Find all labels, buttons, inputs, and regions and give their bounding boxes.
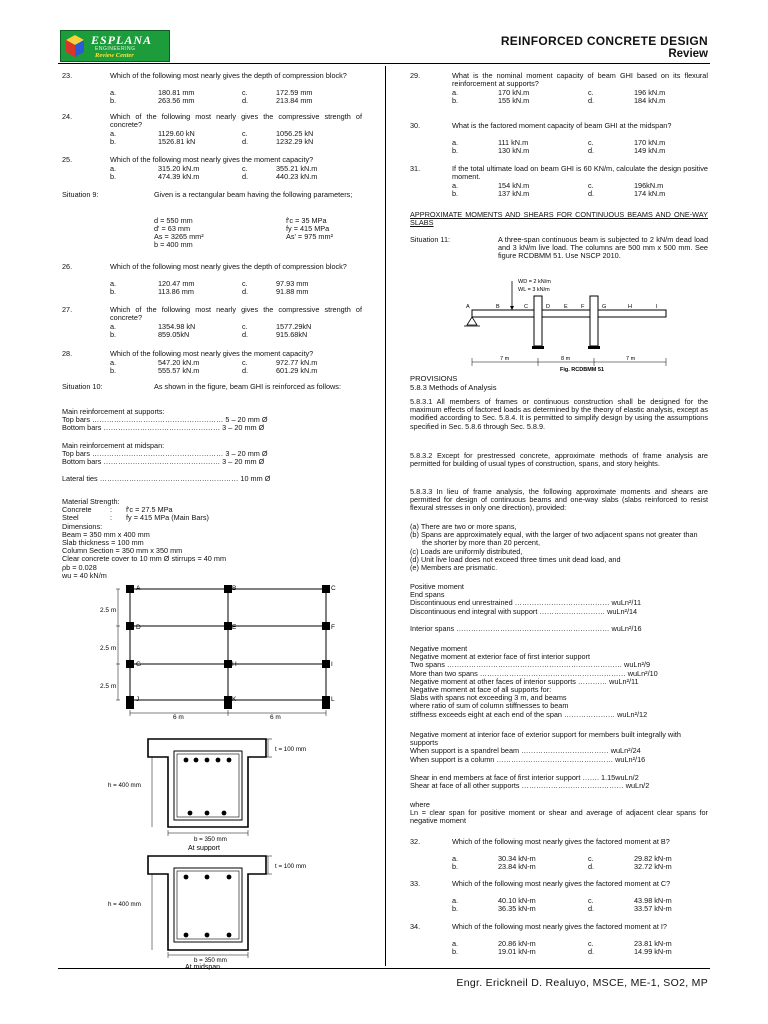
beam-node-G: G: [602, 304, 607, 310]
condition-e: (e) Members are prismatic.: [410, 563, 498, 573]
beam-node-A: A: [466, 304, 470, 310]
option-d-letter: d.: [588, 189, 595, 198]
option-d-letter: d.: [588, 947, 595, 956]
option-b-letter: b.: [110, 96, 117, 105]
option-c[interactable]: 355.21 kN.m: [276, 164, 318, 173]
option-d[interactable]: 32.72 kN-m: [634, 862, 672, 871]
option-d-letter: d.: [242, 287, 249, 296]
option-a[interactable]: 154 kN.m: [498, 181, 530, 190]
pm-discontinuous-unrestrained: Discontinuous end unrestrained ………………………………… wuLn²/11: [410, 598, 642, 608]
option-c-letter: c.: [242, 322, 248, 331]
beam-node-F: F: [581, 304, 585, 310]
beam-node-D: D: [546, 304, 550, 310]
option-d-letter: d.: [588, 904, 595, 913]
dim-6m-1: 6 m: [173, 714, 184, 721]
option-a[interactable]: 180.81 mm: [158, 88, 195, 97]
pm-interior-spans: Interior spans ……………………………………………………… wuLn²/16: [410, 623, 642, 633]
nm-slabs-condition: Slabs with spans not exceeding 3 m, and beams: [410, 693, 567, 703]
option-c-letter: c.: [588, 896, 594, 905]
option-c-letter: c.: [588, 181, 594, 190]
node-L: L: [331, 696, 335, 703]
question-number: 23.: [62, 71, 73, 80]
question-stem: Which of the following most nearly gives the depth of compression block?: [110, 262, 347, 271]
option-a-letter: a.: [110, 358, 117, 367]
where-definition: Ln = clear span for positive moment or shear and average of adjacent clear spans for negative moment: [410, 808, 708, 826]
option-b[interactable]: 23.84 kN-m: [498, 862, 536, 871]
node-K: K: [232, 696, 237, 703]
option-a-letter: a.: [452, 896, 459, 905]
option-a-letter: a.: [452, 138, 459, 147]
param-fy: fy = 415 MPa: [286, 224, 330, 233]
param-fc: f'c = 35 MPa: [286, 216, 327, 225]
dim-2-5m-3: 2.5 m: [100, 683, 117, 690]
option-c[interactable]: 29.82 kN-m: [634, 854, 672, 863]
negative-moment-title: Negative moment: [410, 644, 468, 653]
question-stem: If the total ultimate load on beam GHI is 60 KN/m, calculate the design positive moment.: [452, 164, 708, 182]
option-b-letter: b.: [452, 96, 459, 105]
option-d-letter: d.: [242, 330, 249, 339]
situation-label: Situation 11:: [410, 235, 451, 244]
column-dim: Column Section = 350 mm x 350 mm: [62, 546, 183, 556]
option-c[interactable]: 172.59 mm: [276, 88, 313, 97]
question-number: 32.: [410, 837, 421, 846]
option-c-letter: c.: [588, 138, 594, 147]
positive-moment-title: Positive moment: [410, 582, 464, 591]
steel-value: fy = 415 MPa (Main Bars): [126, 513, 209, 523]
option-b-letter: b.: [110, 330, 117, 339]
node-C: C: [331, 585, 336, 592]
situation-text: Given is a rectangular beam having the following parameters;: [154, 190, 353, 199]
question-stem: Which of the following most nearly gives the moment capacity?: [110, 349, 314, 358]
logo-tagline: Review Center: [95, 52, 134, 59]
midspan-title: Main reinforcement at midspan:: [62, 440, 165, 450]
nm-interior-face-title: Negative moment at interior face of exterior support for members built integrally with supports: [410, 730, 681, 748]
option-a-letter: a.: [452, 88, 459, 97]
question-stem: Which of the following most nearly gives the moment capacity?: [110, 155, 314, 164]
option-b[interactable]: 1526.81 kN: [158, 137, 196, 146]
option-b-letter: b.: [452, 904, 459, 913]
option-d-letter: d.: [588, 146, 595, 155]
option-d[interactable]: 14.99 kN-m: [634, 947, 672, 956]
option-b-letter: b.: [110, 287, 117, 296]
question-stem: Which of the following most nearly gives the factored moment at I?: [452, 922, 667, 931]
question-stem: What is the nominal moment capacity of beam GHI based on its flexural reinforcement at supports?: [452, 71, 708, 89]
param-d-prime: d' = 63 mm: [154, 224, 191, 233]
option-c[interactable]: 170 kN.m: [634, 138, 666, 147]
option-a[interactable]: 40.10 kN-m: [498, 896, 536, 905]
question-number: 29.: [410, 71, 421, 80]
option-a-letter: a.: [110, 129, 117, 138]
option-a-letter: a.: [110, 322, 117, 331]
logo-subtitle: ENGINEERING: [95, 46, 136, 52]
param-as: As = 3265 mm²: [154, 232, 204, 241]
provision-5-8-3-2: 5.8.3.2 Except for prestressed concrete, approximate methods of frame analysis are permitted for building of usual types of construction, spans, and story heights.: [410, 451, 708, 469]
question-number: 34.: [410, 922, 421, 931]
option-c[interactable]: 43.98 kN-m: [634, 896, 672, 905]
option-b-letter: b.: [110, 172, 117, 181]
option-c[interactable]: 23.81 kN-m: [634, 939, 672, 948]
logo-cube-icon: [64, 34, 86, 58]
option-a[interactable]: 20.86 kN-m: [498, 939, 536, 948]
option-d-letter: d.: [242, 137, 249, 146]
question-number: 30.: [410, 121, 421, 130]
option-d-letter: d.: [588, 96, 595, 105]
node-A: A: [136, 585, 141, 592]
span-1-label: 7 m: [500, 356, 510, 362]
interior-face-block: [410, 731, 708, 764]
question-stem: What is the factored moment capacity of beam GHI at the midspan?: [452, 121, 672, 130]
option-c[interactable]: 1577.29kN: [276, 322, 312, 331]
condition-b: (b) Spans are approximately equal, with the larger of two adjacent spans not greater than the shorter by more than 20 percent,: [410, 530, 698, 548]
option-c-letter: c.: [242, 129, 248, 138]
option-a-letter: a.: [110, 164, 117, 173]
beam-dim: Beam = 350 mm x 400 mm: [62, 529, 150, 539]
option-b[interactable]: 155 kN.m: [498, 96, 530, 105]
provision-conditions: [410, 523, 708, 572]
lateral-ties: Lateral ties ………………………………………………… 10 mm Ø: [62, 474, 271, 484]
option-b-letter: b.: [452, 947, 459, 956]
option-d-letter: d.: [242, 366, 249, 375]
node-E: E: [232, 624, 237, 631]
concrete-value: f'c = 27.5 MPa: [126, 505, 173, 515]
support-h-label: h = 400 mm: [108, 782, 141, 789]
beam-node-E: E: [564, 304, 568, 310]
option-c-letter: c.: [588, 88, 594, 97]
midspan-b-label: b = 350 mm: [194, 957, 227, 964]
nm-column-support: When support is a column ………………………………………… wuLn²/16: [410, 754, 646, 764]
option-b[interactable]: 137 kN.m: [498, 189, 530, 198]
option-d[interactable]: 601.29 kN.m: [276, 366, 318, 375]
midspan-caption: At midspan: [185, 964, 221, 970]
question-number: 33.: [410, 879, 421, 888]
provision-5-8-3-1: 5.8.3.1 All members of frames or continuous construction shall be designed for the maximum effects of factored loads as determined by the theory of elastic analysis, except as modified according to Sec. 5.8.4. It is permitted to simplify design by using the assumptions specified in Sec. 5.8.6 through Sec. 5.8.9.: [410, 397, 708, 431]
option-a[interactable]: 547.20 kN.m: [158, 358, 200, 367]
support-b-label: b = 350 mm: [194, 836, 227, 843]
nm-exterior-face-title: Negative moment at exterior face of first interior support: [410, 652, 591, 662]
dim-2-5m-1: 2.5 m: [100, 607, 117, 614]
logo-brand: ESPLANA: [91, 33, 153, 47]
option-b[interactable]: 113.86 mm: [158, 287, 194, 296]
shear-block: [410, 774, 708, 790]
dimensions-title: Dimensions:: [62, 521, 103, 531]
node-D: D: [136, 624, 141, 631]
option-d[interactable]: 440.23 kN.m: [276, 172, 318, 181]
frame-diagram: [88, 582, 348, 722]
question-stem: Which of the following most nearly gives the factored moment at B?: [452, 837, 670, 846]
midspan-bottom-bars: Bottom bars ………………………………………… 3 – 20 mm Ø: [62, 457, 265, 467]
option-c[interactable]: 196 kN.m: [634, 88, 666, 97]
node-J: J: [136, 696, 140, 703]
supports-title: Main reinforcement at supports:: [62, 407, 165, 416]
option-c[interactable]: 196kN.m: [634, 181, 664, 190]
beam-node-I: I: [656, 304, 658, 310]
beam-node-C: C: [524, 304, 528, 310]
option-b-letter: b.: [452, 146, 459, 155]
question-number: 28.: [62, 349, 73, 358]
option-c-letter: c.: [242, 164, 248, 173]
provisions-subtitle: 5.8.3 Methods of Analysis: [410, 382, 497, 392]
node-B: B: [232, 585, 237, 592]
option-c[interactable]: 1056.25 kN: [276, 129, 314, 138]
header-rule: [58, 63, 710, 64]
provisions-title: PROVISIONS: [410, 374, 458, 383]
question-stem: Which of the following most nearly gives the compressive strength of concrete?: [110, 112, 362, 130]
nm-stiffness-ratio: where ratio of sum of column stiffnesses to beam: [410, 701, 569, 711]
option-a[interactable]: 111 kN.m: [498, 138, 529, 147]
pm-discontinuous-integral: Discontinuous end integral with support ……………………… wuLn²/14: [410, 606, 638, 616]
question-stem: Which of the following most nearly gives the factored moment at C?: [452, 879, 671, 888]
support-caption: At support: [188, 845, 220, 851]
steel-label: Steel: [62, 513, 79, 523]
question-number: 25.: [62, 155, 73, 164]
option-b[interactable]: 36.35 kN-m: [498, 904, 536, 913]
question-stem: Which of the following most nearly gives the depth of compression block?: [110, 71, 347, 80]
positive-moment-block: [410, 583, 708, 633]
footer-author: Engr. Erickneil D. Realuyo, MSCE, ME-1, SO2, MP: [456, 977, 708, 989]
continuous-beam-diagram: [452, 276, 672, 372]
situation-label: Situation 10:: [62, 382, 103, 391]
option-d-letter: d.: [588, 862, 595, 871]
param-as-prime: As' = 975 mm²: [286, 232, 334, 241]
option-a[interactable]: 1129.60 kN: [158, 129, 195, 138]
end-spans-label: End spans: [410, 590, 445, 600]
option-d[interactable]: 174 kN.m: [634, 189, 666, 198]
nm-two-spans: Two spans ……………………………………………………………… wuLn²/9: [410, 660, 651, 670]
option-b[interactable]: 19.01 kN-m: [498, 947, 536, 956]
midspan-t-label: t = 100 mm: [275, 863, 307, 870]
situation-label: Situation 9:: [62, 190, 99, 199]
option-c[interactable]: 972.77 kN.m: [276, 358, 318, 367]
option-d[interactable]: 91.88 mm: [276, 287, 309, 296]
nm-more-than-two-spans: More than two spans …………………………………………………… wuLn²/10: [410, 668, 658, 678]
reinforcement-specs: [62, 408, 362, 483]
option-c-letter: c.: [242, 279, 248, 288]
midspan-top-bars: Top bars ……………………………………………… 3 – 20 mm Ø: [62, 448, 268, 458]
page-subtitle: Review: [668, 48, 708, 60]
provision-5-8-3-3: 5.8.3.3 In lieu of frame analysis, the following approximate moments and shears are permitted for design of continuous beams and one-way slabs (slabs reinforced to resist flexural stresses in only one direction), provided:: [410, 487, 708, 513]
option-c[interactable]: 97.93 mm: [276, 279, 309, 288]
param-d: d = 550 mm: [154, 216, 193, 225]
cover-dim: Clear concrete cover to 10 mm Ø stirrups = 40 mm: [62, 554, 227, 564]
support-bottom-bars: Bottom bars ………………………………………… 3 – 20 mm Ø: [62, 423, 265, 433]
param-b: b = 400 mm: [154, 240, 193, 249]
option-b[interactable]: 555.57 kN.m: [158, 366, 200, 375]
span-3-label: 7 m: [626, 356, 636, 362]
column-divider: [385, 66, 386, 966]
negative-moment-block: [410, 645, 708, 719]
question-number: 31.: [410, 164, 421, 173]
material-title: Material Strength:: [62, 497, 120, 506]
span-2-label: 8 m: [561, 356, 571, 362]
option-d[interactable]: 33.57 kN-m: [634, 904, 672, 913]
question-number: 24.: [62, 112, 73, 121]
dim-6m-2: 6 m: [270, 714, 281, 721]
section-at-support: [90, 735, 330, 851]
section-at-midspan: [90, 852, 330, 970]
support-t-label: t = 100 mm: [275, 746, 307, 753]
option-a[interactable]: 315.20 kN.m: [158, 164, 200, 173]
option-b-letter: b.: [452, 862, 459, 871]
option-a-letter: a.: [110, 88, 117, 97]
node-F: F: [331, 624, 335, 631]
footer-rule: [58, 968, 710, 969]
option-a-letter: a.: [452, 181, 459, 190]
option-a-letter: a.: [110, 279, 117, 288]
midspan-h-label: h = 400 mm: [108, 901, 141, 908]
condition-c: (c) Loads are uniformly distributed,: [410, 546, 523, 556]
option-c-letter: c.: [242, 358, 248, 367]
beam-node-H: H: [628, 304, 632, 310]
shear-other-supports: Shear at face of all other supports …………………………………… wuLn/2: [410, 781, 650, 791]
support-top-bars: Top bars ……………………………………………… 5 – 20 mm Ø: [62, 415, 268, 425]
where-label: where: [410, 800, 430, 809]
option-d-letter: d.: [242, 96, 249, 105]
option-b-letter: b.: [110, 366, 117, 375]
page-header: [501, 34, 708, 60]
figure-caption: Fig. RCDBMM 51: [560, 367, 604, 372]
shear-end-members: Shear in end members at face of first interior support ……. 1.15wuLn/2: [410, 773, 639, 782]
option-a-letter: a.: [452, 854, 459, 863]
section-heading: APPROXIMATE MOMENTS AND SHEARS FOR CONTINUOUS BEAMS AND ONE-WAY SLABS: [410, 210, 708, 228]
option-b[interactable]: 474.39 kN.m: [158, 172, 200, 181]
node-G: G: [136, 661, 142, 668]
option-a[interactable]: 30.34 kN-m: [498, 854, 536, 863]
nm-all-supports: Negative moment at face of all supports for:: [410, 685, 552, 695]
node-I: I: [331, 661, 333, 668]
option-b-letter: b.: [452, 189, 459, 198]
concrete-label: Concrete: [62, 505, 92, 515]
live-load-label: WL = 3 kN/m: [518, 287, 550, 293]
option-c-letter: c.: [242, 88, 248, 97]
condition-a: (a) There are two or more spans,: [410, 522, 517, 531]
option-d[interactable]: 915.68kN: [276, 330, 308, 339]
question-number: 27.: [62, 305, 73, 314]
situation-text: A three-span continuous beam is subjected to 2 kN/m dead load and 3 kN/m live load. The columns are 500 mm x 500 mm. See figure RCDBMM 51. Use NSCP 2010.: [498, 235, 708, 261]
beam-node-B: B: [496, 304, 500, 310]
option-a[interactable]: 170 kN.m: [498, 88, 530, 97]
option-b[interactable]: 263.56 mm: [158, 96, 195, 105]
option-d[interactable]: 149 kN.m: [634, 146, 666, 155]
option-b[interactable]: 859.05kN: [158, 330, 190, 339]
question-stem: Which of the following most nearly gives the compressive strength of concrete?: [110, 305, 362, 323]
option-d-letter: d.: [242, 172, 249, 181]
logo: [60, 30, 170, 62]
condition-d: (d) Unit live load does not exceed three times unit dead load, and: [410, 554, 621, 564]
option-b-letter: b.: [110, 137, 117, 146]
rho-b: ρb = 0.028: [62, 562, 97, 572]
question-number: 26.: [62, 262, 73, 271]
option-a[interactable]: 1354.98 kN: [158, 322, 196, 331]
dim-2-5m-2: 2.5 m: [100, 645, 117, 652]
option-a[interactable]: 120.47 mm: [158, 279, 195, 288]
option-a-letter: a.: [452, 939, 459, 948]
situation-text: As shown in the figure, beam GHI is reinforced as follows:: [154, 382, 341, 391]
option-c-letter: c.: [588, 939, 594, 948]
option-d[interactable]: 184 kN.m: [634, 96, 666, 105]
nm-other-faces: Negative moment at other faces of interior supports ………… wuLn²/11: [410, 676, 639, 686]
wu-load: wu = 40 kN/m: [62, 570, 107, 580]
where-block: [410, 801, 708, 826]
dead-load-label: WD = 2 kN/m: [518, 279, 551, 285]
option-c-letter: c.: [588, 854, 594, 863]
material-strength: Material Strength: Concrete : f'c = 27.5 MPa Steel : fy = 415 MPa (Main Bars) Dimensions: Beam = 350 mm x 400 mm Slab thickness = 100 mm Column Section = 350 mm x 350 mm Clear concrete cover to 10 mm Ø stirrups = 40 mm ρb = 0.028 wu = 40 kN/m: [62, 498, 362, 580]
slab-dim: Slab thickness = 100 mm: [62, 537, 144, 547]
provisions-block: [410, 375, 708, 392]
node-H: H: [232, 661, 237, 668]
option-b[interactable]: 130 kN.m: [498, 146, 530, 155]
nm-spandrel-beam: When support is a spandrel beam ……………………………… wuLn²/24: [410, 746, 641, 756]
option-d[interactable]: 1232.29 kN: [276, 137, 314, 146]
option-d[interactable]: 213.84 mm: [276, 96, 313, 105]
nm-stiffness-exceeds: stiffness exceeds eight at each end of the span ………………… wuLn²/12: [410, 709, 648, 719]
page-title: REINFORCED CONCRETE DESIGN: [500, 34, 708, 48]
